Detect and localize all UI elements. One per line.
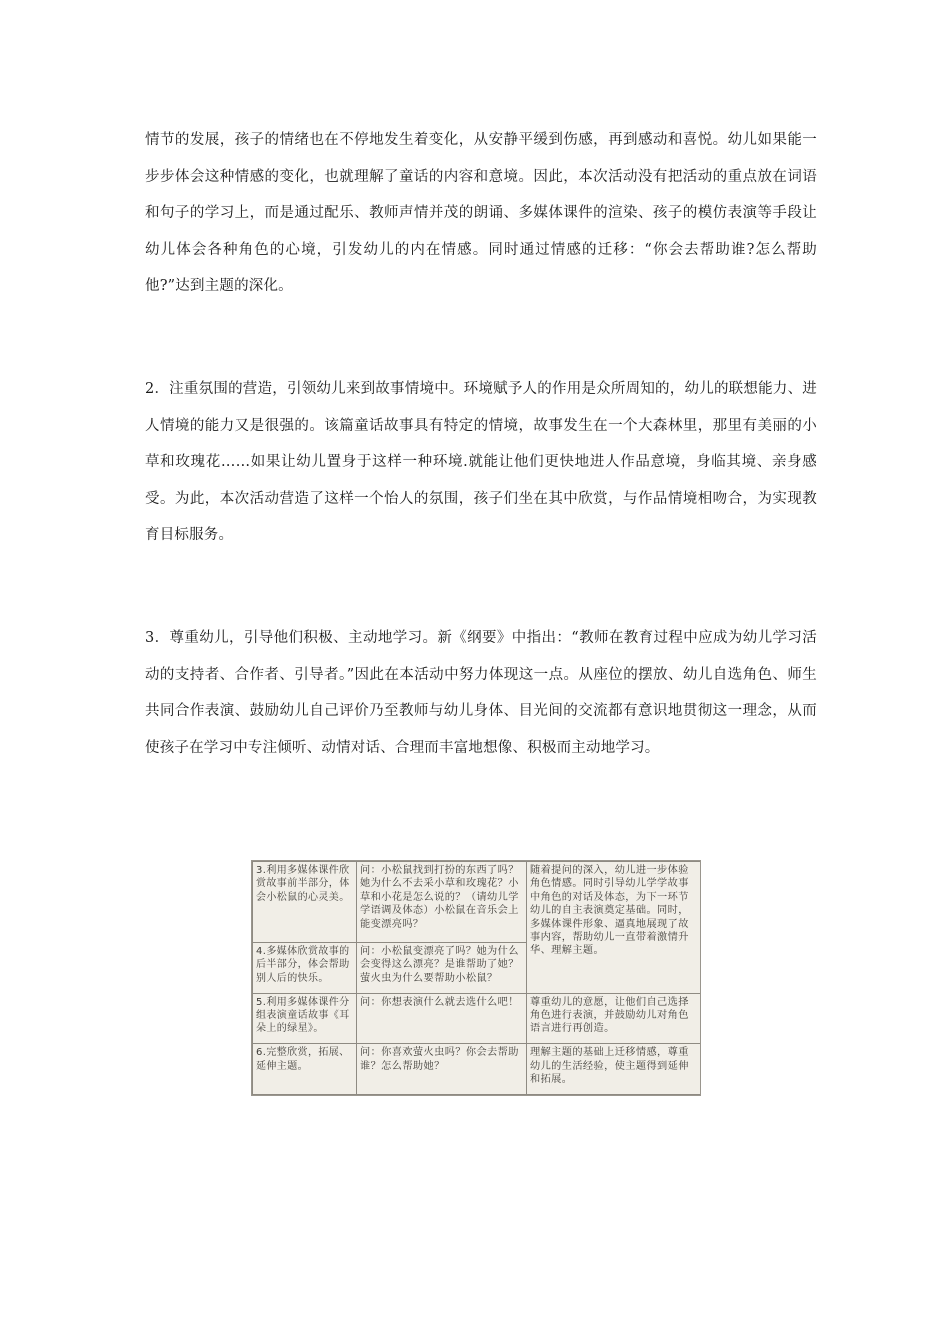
table-row — [253, 1044, 702, 1095]
table-cell-rationale: 尊重幼儿的意愿，让他们自己选择角色进行表演，并鼓励幼儿对角色语言进行再创造。 — [527, 993, 702, 1044]
paragraph-emotion-development: 情节的发展，孩子的情绪也在不停地发生着变化，从安静平缓到伤感，再到感动和喜悦。幼儿如果能一步步体会这种情感的变化，也就理解了童话的内容和意境。因此，本次活动没有把活动的重点放在词语和句子的学习上，而是通过配乐、教师声情并茂的朗诵、多媒体课件的渲染、孩子的模仿表演等手段让幼儿体会各种角色的心境，引发幼儿的内在情感。同时通过情感的迁移：“你会去帮助谁?怎么帮助他?”达到主题的深化。 — [145, 132, 817, 294]
table-cell-questions: 问：你想表演什么就去选什么吧！ — [357, 993, 527, 1044]
table-row — [253, 993, 702, 1044]
table-cell-questions: 问：你喜欢萤火虫吗？你会去帮助谁？怎么帮助她？ — [357, 1044, 527, 1095]
table-cell-rationale: 随着提问的深入，幼儿进一步体验角色情感。同时引导幼儿学学故事中角色的对话及体态，为下一环节幼儿的自主表演奠定基础。同时，多媒体课件形象、逼真地展现了故事内容，帮助幼儿一直带着激情升华、理解主题。 — [527, 862, 702, 994]
table-cell-step: 6.完整欣赏，拓展、延伸主题。 — [253, 1044, 357, 1095]
table-cell-step: 5.利用多媒体课件分组表演童话故事《耳朵上的绿星》。 — [253, 993, 357, 1044]
paragraph-atmosphere: 2．注重氛围的营造，引领幼儿来到故事情境中。环境赋予人的作用是众所周知的，幼儿的联想能力、进人情境的能力又是很强的。该篇童话故事具有特定的情境，故事发生在一个大森林里，那里有美丽的小草和玫瑰花……如果让幼儿置身于这样一种环境.就能让他们更快地进人作品意境，身临其境、亲身感受。为此，本次活动营造了这样一个怡人的氛围，孩子们坐在其中欣赏，与作品情境相吻合，为实现教育目标服务。 — [145, 381, 817, 543]
table-cell-step: 3.利用多媒体课件欣赏故事前半部分，体会小松鼠的心灵美。 — [253, 862, 357, 943]
table-cell-questions: 问：小松鼠找到打扮的东西了吗？她为什么不去采小草和玫瑰花？小草和小花是怎么说的？（请幼儿学学语调及体态）小松鼠在音乐会上能变漂亮吗？ — [357, 862, 527, 943]
table-cell-questions: 问：小松鼠变漂亮了吗？她为什么会变得这么漂亮？是谁帮助了她？萤火虫为什么要帮助小松鼠？ — [357, 942, 527, 993]
table-cell-step: 4.多媒体欣赏故事的后半部分，体会帮助别人后的快乐。 — [253, 942, 357, 993]
scanned-activity-table — [251, 860, 701, 1096]
paragraph-respect-children: 3．尊重幼儿，引导他们积极、主动地学习。新《纲要》中指出：“教师在教育过程中应成为幼儿学习活动的支持者、合作者、引导者。”因此在本活动中努力体现这一点。从座位的摆放、幼儿自选角色、师生共同合作表演、鼓励幼儿自己评价乃至教师与幼儿身体、目光间的交流都有意识地贯彻这一理念，从而使孩子在学习中专注倾听、动情对话、合理而丰富地想像、积极而主动地学习。 — [145, 630, 817, 756]
table-row — [253, 862, 702, 943]
activity-table — [252, 861, 701, 1095]
table-cell-rationale: 理解主题的基础上迁移情感，尊重幼儿的生活经验，使主题得到延伸和拓展。 — [527, 1044, 702, 1095]
